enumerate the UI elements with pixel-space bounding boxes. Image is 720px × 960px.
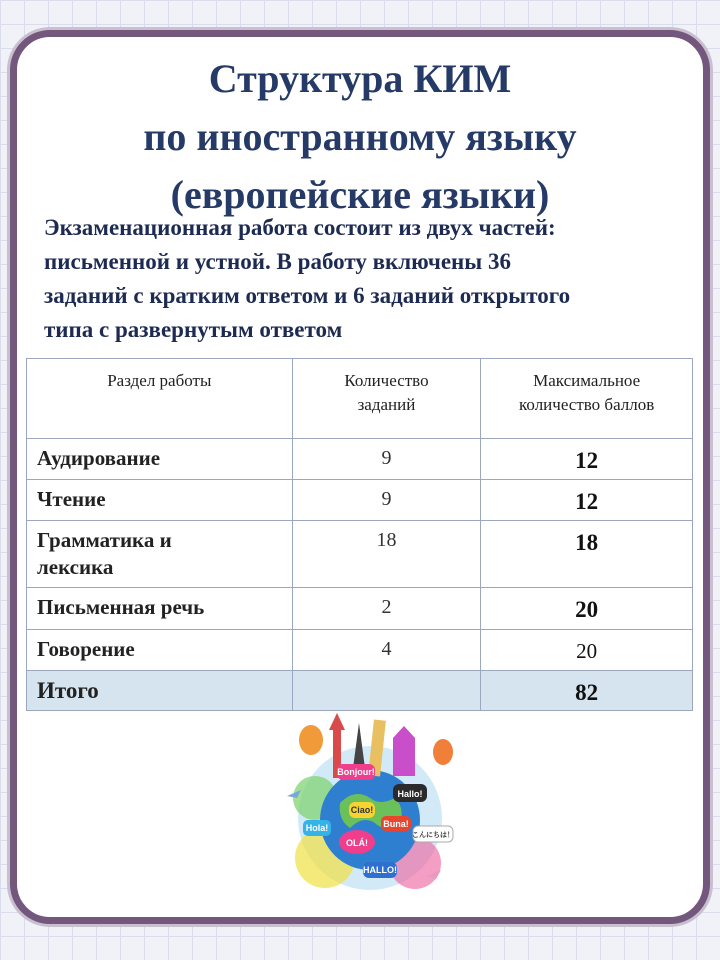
greeting-ciao: Ciao! [350, 805, 374, 815]
row-points: 20 [481, 588, 693, 630]
greeting-ola: OLÁ! [346, 838, 368, 848]
row-section: Аудирование [27, 439, 293, 480]
total-points: 82 [481, 671, 693, 711]
row-count: 9 [292, 480, 481, 521]
intro-line: Экзаменационная работа состоит из двух частей: [44, 215, 556, 240]
structure-table [26, 358, 693, 711]
header-count [292, 359, 481, 439]
row-points: 20 [481, 630, 693, 671]
row-section-line: Грамматика и [37, 528, 172, 552]
table-header-row [27, 359, 693, 439]
row-section: Чтение [27, 480, 293, 521]
greeting-hallo-blue: HALLO! [363, 865, 397, 875]
header-section-label: Раздел работы [107, 371, 212, 390]
greeting-hola: Hola! [305, 823, 329, 833]
intro-line: письменной и устной. В работу включены 36 [44, 249, 511, 274]
title-line: (европейские языки) [170, 172, 550, 217]
row-count: 9 [292, 439, 481, 480]
greeting-buna: Buna! [383, 819, 409, 829]
slide-title [0, 50, 720, 224]
header-section [27, 359, 293, 439]
title-line: по иностранному языку [143, 114, 577, 159]
greeting-hallo: Hallo! [397, 789, 423, 799]
row-section-line: лексика [37, 555, 114, 579]
header-points-line: количество баллов [519, 395, 655, 414]
table-row [27, 439, 693, 480]
row-section: Говорение [27, 630, 293, 671]
total-count [292, 671, 481, 711]
greeting-konnichiwa: こんにちは！ [412, 832, 454, 839]
total-label: Итого [27, 671, 293, 711]
header-count-line: заданий [357, 395, 416, 414]
table-total-row [27, 671, 693, 711]
title-line: Структура КИМ [208, 56, 512, 101]
header-points-line: Максимальное [533, 371, 641, 390]
greeting-bonjour: Bonjour! [337, 767, 375, 777]
row-count: 18 [292, 521, 481, 588]
header-points [481, 359, 693, 439]
row-section: Письменная речь [27, 588, 293, 630]
header-count-line: Количество [344, 371, 429, 390]
row-section [27, 521, 293, 588]
row-points: 18 [481, 521, 693, 588]
table-row [27, 630, 693, 671]
row-points: 12 [481, 439, 693, 480]
row-points: 12 [481, 480, 693, 521]
table-row [27, 588, 693, 630]
intro-line: заданий с кратким ответом и 6 заданий открытого [44, 283, 571, 308]
world-landmarks-collage-icon [275, 708, 465, 898]
table-row [27, 521, 693, 588]
row-count: 4 [292, 630, 481, 671]
intro-line: типа с развернутым ответом [44, 317, 343, 342]
intro-paragraph [44, 211, 680, 347]
row-count: 2 [292, 588, 481, 630]
table-row [27, 480, 693, 521]
